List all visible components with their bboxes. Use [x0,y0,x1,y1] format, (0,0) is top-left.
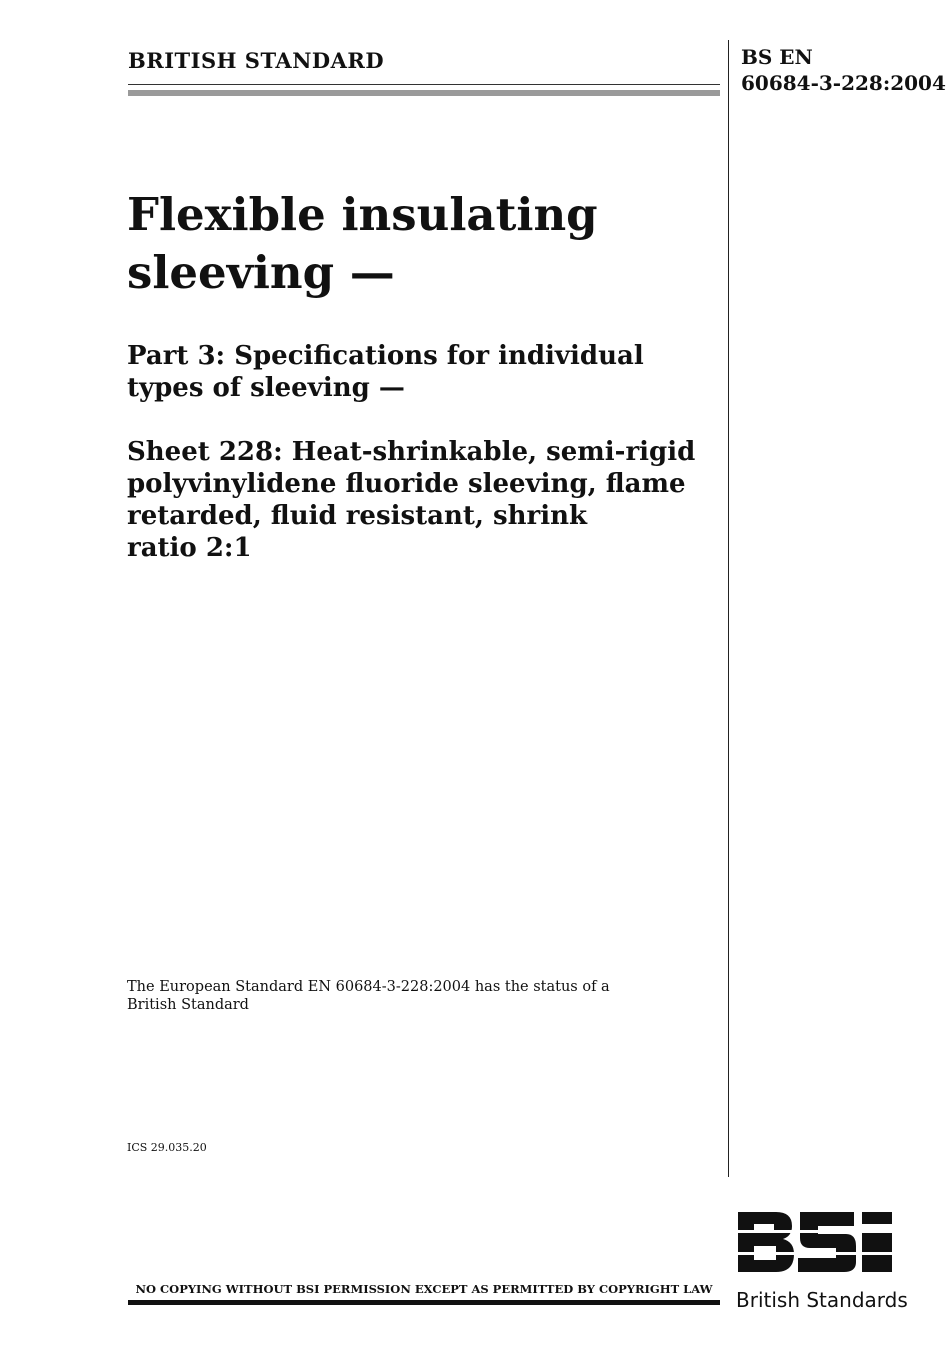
document-number-line: BS EN [741,45,813,69]
document-number [741,44,946,96]
bsi-logo-caption: British Standards [736,1288,908,1312]
header-divider-thick [128,90,720,96]
main-title-line: Flexible insulating [127,188,598,241]
sheet-title [127,436,727,564]
status-note-line: British Standard [127,997,249,1013]
document-number-line: 60684-3-228:2004 [741,71,946,95]
ics-code: ICS 29.035.20 [127,1141,207,1154]
sheet-title-line: retarded, fluid resistant, shrink [127,501,588,531]
main-title-line: sleeving — [127,246,395,299]
copyright-notice: NO COPYING WITHOUT BSI PERMISSION EXCEPT AS PERMITTED BY COPYRIGHT LAW [135,1282,713,1296]
main-title [127,186,717,302]
status-note [127,978,610,1014]
part-title [127,340,717,404]
part-title-line: types of sleeving — [127,373,405,403]
footer-divider [128,1300,720,1305]
part-title-line: Part 3: Specifications for individual [127,341,644,371]
sheet-title-line: polyvinylidene fluoride sleeving, flame [127,469,686,499]
vertical-divider [728,40,729,1177]
header-divider-thin [128,84,720,85]
sheet-title-line: Sheet 228: Heat-shrinkable, semi-rigid [127,437,696,467]
status-note-line: The European Standard EN 60684-3-228:2004 has the status of a [127,979,610,995]
sheet-title-line: ratio 2:1 [127,533,252,563]
standard-series-label: BRITISH STANDARD [128,48,385,73]
